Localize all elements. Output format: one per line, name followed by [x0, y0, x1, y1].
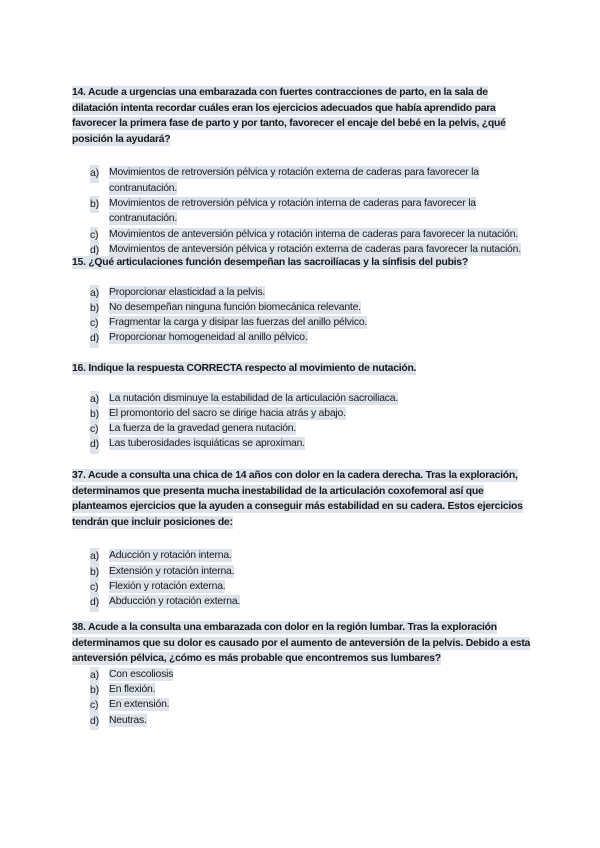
question-text [72, 255, 532, 271]
option-c [72, 579, 532, 594]
option-b [72, 564, 532, 579]
options-list [72, 391, 532, 452]
option-letter: b) [90, 406, 99, 423]
option-text: En flexión. [109, 684, 156, 696]
question-text-highlight: 14. Acude a urgencias una embarazada con fuertes contracciones de parto, en la sala de dilatación intenta recordar cuáles eran los ejercicios adecuados que había aprendido para favorecer la primera fase de parto y por tanto, favorecer el encaje del bebé en la pelvis, ¿qué posición la ayudará? [72, 87, 506, 145]
option-text: Fragmentar la carga y disipar las fuerzas del anillo pélvico. [109, 317, 368, 329]
option-letter: a) [90, 285, 99, 302]
question-text [72, 468, 532, 530]
option-d [72, 330, 532, 345]
option-b [72, 406, 532, 421]
option-d [72, 713, 532, 728]
option-text: Neutras. [109, 714, 147, 726]
question-16 [72, 361, 532, 452]
question-text-highlight: 37. Acude a consulta una chica de 14 años con dolor en la cadera derecha. Tras la exploración, determinamos que presenta mucha inestabilidad de la articulación coxofemoral así que planteamos ejercicios que la ayuden a conseguir más estabilidad en su cadera. Estos ejercicios tendrán que incluir posiciones de: [72, 470, 523, 528]
options-list [72, 548, 532, 609]
option-text: La fuerza de la gravedad genera nutación. [109, 423, 297, 435]
option-text: La nutación disminuye la estabilidad de la articulación sacroiliaca. [109, 392, 399, 404]
option-c [72, 315, 532, 330]
question-text-highlight: 15. ¿Qué articulaciones función desempeñan las sacroilíacas y la sínfisis del pubis? [72, 257, 468, 268]
option-c [72, 421, 532, 436]
question-text-highlight: 38. Acude a la consulta una embarazada con dolor en la región lumbar. Tras la exploración determinamos que su dolor es causado por el aumento de anteversión de la pelvis. Debido a esta anteversión pélvica, ¿cómo es más probable que encontremos sus lumbares? [72, 622, 531, 665]
option-a [72, 391, 532, 406]
option-b [72, 300, 532, 315]
options-list [72, 667, 532, 728]
option-d [72, 436, 532, 451]
option-text: Aducción y rotación interna. [109, 550, 232, 562]
option-text: El promontorio del sacro se dirige hacia atrás y abajo. [109, 407, 346, 419]
option-letter: a) [90, 548, 99, 565]
option-text: Abducción y rotación externa. [109, 596, 241, 608]
option-letter: d) [90, 242, 99, 259]
option-letter: c) [90, 579, 98, 596]
option-a [72, 548, 532, 563]
option-d [72, 594, 532, 609]
option-letter: b) [90, 300, 99, 317]
question-15 [72, 255, 532, 346]
option-text: Movimientos de anteversión pélvica y rotación externa de caderas para favorecer la nutación. [109, 243, 521, 255]
option-letter: c) [90, 697, 98, 714]
option-letter: c) [90, 227, 98, 244]
option-letter: c) [90, 315, 98, 332]
question-text [72, 620, 532, 667]
option-letter: d) [90, 594, 99, 611]
question-text [72, 85, 532, 147]
option-text: Extensión y rotación interna. [109, 565, 235, 577]
options-list [72, 285, 532, 346]
option-letter: b) [90, 682, 99, 699]
option-text: Movimientos de retroversión pélvica y rotación externa de caderas para favorecer la contranutación. [109, 167, 479, 194]
question-38 [72, 620, 532, 728]
option-b [72, 196, 532, 227]
option-text: Movimientos de retroversión pélvica y rotación interna de caderas para favorecer la contranutación. [109, 197, 476, 225]
option-text: Las tuberosidades isquiáticas se aproximan. [109, 438, 305, 450]
option-letter: a) [90, 165, 99, 182]
option-text: Proporcionar elasticidad a la pelvis. [109, 286, 266, 298]
option-letter: a) [90, 667, 99, 684]
option-a [72, 667, 532, 682]
option-text: Flexión y rotación externa. [109, 580, 226, 592]
option-text: Con escoliosis [109, 668, 174, 680]
option-text: Movimientos de anteversión pélvica y rotación interna de caderas para favorecer la nutación. [109, 228, 519, 240]
question-text-highlight: 16. Indique la respuesta CORRECTA respecto al movimiento de nutación. [72, 363, 417, 374]
option-letter: b) [90, 196, 99, 213]
option-letter: d) [90, 330, 99, 347]
option-text: No desempeñan ninguna función biomecánica relevante. [109, 301, 361, 313]
option-b [72, 682, 532, 697]
option-c [72, 227, 532, 242]
option-c [72, 697, 532, 712]
question-text [72, 361, 532, 377]
option-letter: c) [90, 421, 98, 438]
option-a [72, 165, 532, 196]
option-letter: d) [90, 436, 99, 453]
question-14 [72, 85, 532, 257]
option-letter: a) [90, 391, 99, 408]
option-letter: d) [90, 713, 99, 730]
options-list [72, 165, 532, 257]
option-text: Proporcionar homogeneidad al anillo pélvico. [109, 332, 308, 344]
option-text: En extensión. [109, 699, 170, 711]
question-37 [72, 468, 532, 610]
option-letter: b) [90, 564, 99, 581]
option-a [72, 285, 532, 300]
